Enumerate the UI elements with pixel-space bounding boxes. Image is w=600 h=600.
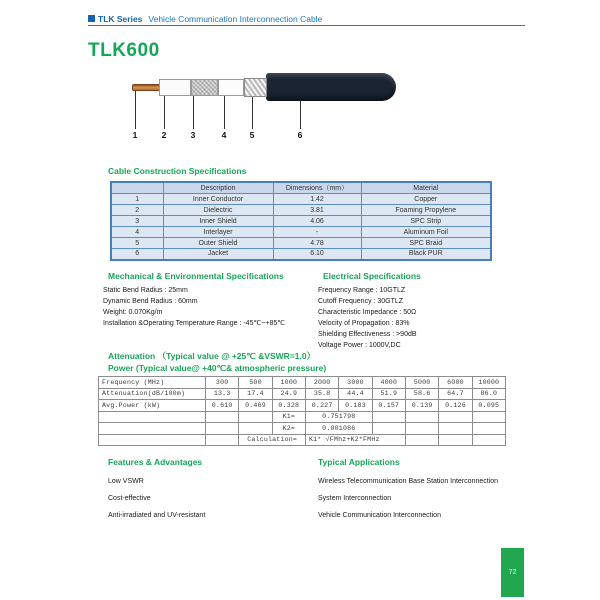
avg-power-row bbox=[99, 400, 506, 412]
construction-cell: 3.81 bbox=[273, 205, 361, 216]
power-value: 0.227 bbox=[305, 400, 338, 412]
construction-cell: Dielectric bbox=[163, 205, 273, 216]
construction-cell: Inner Shield bbox=[163, 216, 273, 227]
callout-line-4 bbox=[224, 96, 225, 129]
attenuation-value: 58.6 bbox=[405, 388, 438, 400]
construction-row bbox=[111, 227, 491, 238]
empty-cell bbox=[472, 423, 505, 435]
attenuation-row bbox=[99, 388, 506, 400]
construction-cell: 1.42 bbox=[273, 194, 361, 205]
attenuation-heading-line2: Power (Typical value@ +40℃& atmospheric pressure) bbox=[108, 363, 327, 373]
empty-cell bbox=[405, 411, 438, 423]
attenuation-value: 13.3 bbox=[206, 388, 239, 400]
construction-cell: 6.10 bbox=[273, 249, 361, 260]
construction-table bbox=[110, 181, 492, 261]
construction-cell: Copper bbox=[361, 194, 491, 205]
cable-diagram bbox=[128, 70, 408, 145]
construction-row bbox=[111, 194, 491, 205]
construction-cell: SPC Strip bbox=[361, 216, 491, 227]
k1-row bbox=[99, 411, 506, 423]
electrical-item: Cutoff Frequency : 30GTLZ bbox=[318, 298, 404, 305]
empty-cell bbox=[439, 411, 472, 423]
electrical-heading: Electrical Specifications bbox=[323, 271, 421, 281]
mechanical-section bbox=[103, 271, 318, 329]
k2-row bbox=[99, 423, 506, 435]
empty-cell bbox=[206, 423, 239, 435]
row-label: Avg.Power (kW) bbox=[99, 400, 206, 412]
empty-cell bbox=[206, 434, 239, 446]
construction-cell: - bbox=[273, 227, 361, 238]
construction-cell: Interlayer bbox=[163, 227, 273, 238]
feature-item: Low VSWR bbox=[108, 478, 144, 485]
attenuation-value: 44.4 bbox=[339, 388, 372, 400]
k2-label: K2= bbox=[272, 423, 305, 435]
construction-col-header: Material bbox=[361, 182, 491, 194]
construction-row bbox=[111, 216, 491, 227]
empty-cell bbox=[239, 423, 272, 435]
construction-col-header bbox=[111, 182, 163, 194]
page-header bbox=[88, 12, 525, 26]
page-number: 72 bbox=[508, 569, 517, 576]
empty-cell bbox=[99, 423, 206, 435]
electrical-item: Characteristic Impedance : 50Ω bbox=[318, 309, 417, 316]
callout-number-2: 2 bbox=[161, 130, 167, 140]
construction-cell: 4.06 bbox=[273, 216, 361, 227]
power-value: 0.157 bbox=[372, 400, 405, 412]
power-value: 0.610 bbox=[206, 400, 239, 412]
attenuation-heading bbox=[108, 350, 326, 374]
features-section bbox=[108, 457, 313, 524]
construction-cell: Inner Conductor bbox=[163, 194, 273, 205]
attenuation-value: 24.9 bbox=[272, 388, 305, 400]
frequency-value: 500 bbox=[239, 377, 272, 389]
row-label: Attenuation(dB/100m) bbox=[99, 388, 206, 400]
callout-number-3: 3 bbox=[190, 130, 196, 140]
feature-item: Anti-irradiated and UV-resistant bbox=[108, 512, 206, 519]
jacket-layer bbox=[266, 73, 396, 101]
empty-cell bbox=[99, 434, 206, 446]
attenuation-value: 51.9 bbox=[372, 388, 405, 400]
empty-cell bbox=[405, 434, 438, 446]
power-value: 0.126 bbox=[439, 400, 472, 412]
frequency-value: 6000 bbox=[439, 377, 472, 389]
empty-cell bbox=[439, 434, 472, 446]
attenuation-heading-line1: Attenuation （Typical value @ +25℃ &VSWR=1.0） bbox=[108, 351, 316, 361]
power-value: 0.095 bbox=[472, 400, 505, 412]
frequency-value: 300 bbox=[206, 377, 239, 389]
empty-cell bbox=[439, 423, 472, 435]
empty-cell bbox=[372, 411, 405, 423]
construction-cell: Outer Shield bbox=[163, 238, 273, 249]
electrical-item: Shielding Effectiveness : >90dB bbox=[318, 331, 417, 338]
interlayer-layer bbox=[218, 79, 244, 96]
application-item: Vehicle Communication Interconnection bbox=[318, 512, 441, 519]
attenuation-table bbox=[98, 376, 506, 446]
construction-heading: Cable Construction Specifications bbox=[108, 166, 247, 176]
mechanical-item: Dynamic Bend Radius : 60mm bbox=[103, 298, 198, 305]
mechanical-item: Installation &Operating Temperature Range : -45℃~+85℃ bbox=[103, 320, 286, 327]
applications-heading: Typical Applications bbox=[318, 457, 400, 467]
power-value: 0.139 bbox=[405, 400, 438, 412]
frequency-value: 3000 bbox=[339, 377, 372, 389]
attenuation-value: 35.8 bbox=[305, 388, 338, 400]
page-number-box bbox=[501, 548, 524, 597]
mechanical-item: Weight: 0.070Kg/m bbox=[103, 309, 163, 316]
application-item: System Interconnection bbox=[318, 495, 392, 502]
attenuation-value: 17.4 bbox=[239, 388, 272, 400]
empty-cell bbox=[372, 423, 405, 435]
empty-cell bbox=[99, 411, 206, 423]
row-label: Frequency (MHz) bbox=[99, 377, 206, 389]
construction-cell: Jacket bbox=[163, 249, 273, 260]
product-title: TLK600 bbox=[88, 40, 160, 61]
electrical-item: Velocity of Propagation : 83% bbox=[318, 320, 410, 327]
empty-cell bbox=[206, 411, 239, 423]
empty-cell bbox=[405, 423, 438, 435]
mechanical-item: Static Bend Radius : 25mm bbox=[103, 287, 188, 294]
applications-section bbox=[318, 457, 578, 524]
construction-cell: 6 bbox=[111, 249, 163, 260]
calculation-formula: K1* √FMhz+K2*FMHz bbox=[305, 434, 405, 446]
callout-line-6 bbox=[300, 101, 301, 129]
construction-cell: 3 bbox=[111, 216, 163, 227]
construction-row bbox=[111, 205, 491, 216]
construction-cell: SPC Braid bbox=[361, 238, 491, 249]
construction-cell: Foaming Propylene bbox=[361, 205, 491, 216]
empty-cell bbox=[472, 434, 505, 446]
calculation-label: Calculation= bbox=[239, 434, 306, 446]
frequency-value: 10000 bbox=[472, 377, 505, 389]
callout-line-5 bbox=[252, 97, 253, 129]
construction-col-header: Description bbox=[163, 182, 273, 194]
feature-item: Cost-effective bbox=[108, 495, 151, 502]
construction-cell: 1 bbox=[111, 194, 163, 205]
frequency-value: 1000 bbox=[272, 377, 305, 389]
k1-value: 0.751798 bbox=[305, 411, 372, 423]
callout-number-5: 5 bbox=[249, 130, 255, 140]
construction-row bbox=[111, 238, 491, 249]
construction-row bbox=[111, 249, 491, 260]
series-label: TLK Series bbox=[98, 13, 143, 24]
construction-cell: Black PUR bbox=[361, 249, 491, 260]
construction-header-row bbox=[111, 182, 491, 194]
series-square-icon bbox=[88, 15, 95, 22]
power-value: 0.328 bbox=[272, 400, 305, 412]
electrical-section bbox=[318, 271, 533, 351]
callout-line-1 bbox=[135, 91, 136, 129]
k2-value: 0.001086 bbox=[305, 423, 372, 435]
attenuation-value: 86.0 bbox=[472, 388, 505, 400]
electrical-item: Voltage Power : 1000V,DC bbox=[318, 342, 401, 349]
callout-line-2 bbox=[164, 96, 165, 129]
features-heading: Features & Advantages bbox=[108, 457, 203, 467]
callout-number-6: 6 bbox=[297, 130, 303, 140]
construction-cell: 2 bbox=[111, 205, 163, 216]
construction-col-header: Dimensions（mm） bbox=[273, 182, 361, 194]
frequency-row bbox=[99, 377, 506, 389]
calculation-row bbox=[99, 434, 506, 446]
frequency-value: 2000 bbox=[305, 377, 338, 389]
frequency-value: 5000 bbox=[405, 377, 438, 389]
mechanical-heading: Mechanical & Environmental Specifications bbox=[108, 271, 284, 281]
construction-cell: 4 bbox=[111, 227, 163, 238]
construction-cell: 4.78 bbox=[273, 238, 361, 249]
empty-cell bbox=[472, 411, 505, 423]
outer-shield-layer bbox=[244, 78, 267, 97]
electrical-item: Frequency Range : 10GTLZ bbox=[318, 287, 406, 294]
header-subtitle: Vehicle Communication Interconnection Cable bbox=[148, 13, 323, 24]
power-value: 0.183 bbox=[339, 400, 372, 412]
empty-cell bbox=[239, 411, 272, 423]
construction-cell: Aluminum Foil bbox=[361, 227, 491, 238]
k1-label: K1= bbox=[272, 411, 305, 423]
callout-line-3 bbox=[193, 96, 194, 129]
construction-cell: 5 bbox=[111, 238, 163, 249]
application-item: Wireless Telecommunication Base Station Interconnection bbox=[318, 478, 499, 485]
dielectric-layer bbox=[159, 79, 191, 96]
attenuation-value: 64.7 bbox=[439, 388, 472, 400]
callout-number-4: 4 bbox=[221, 130, 227, 140]
frequency-value: 4000 bbox=[372, 377, 405, 389]
callout-number-1: 1 bbox=[132, 130, 138, 140]
inner-shield-layer bbox=[191, 79, 218, 96]
power-value: 0.469 bbox=[239, 400, 272, 412]
